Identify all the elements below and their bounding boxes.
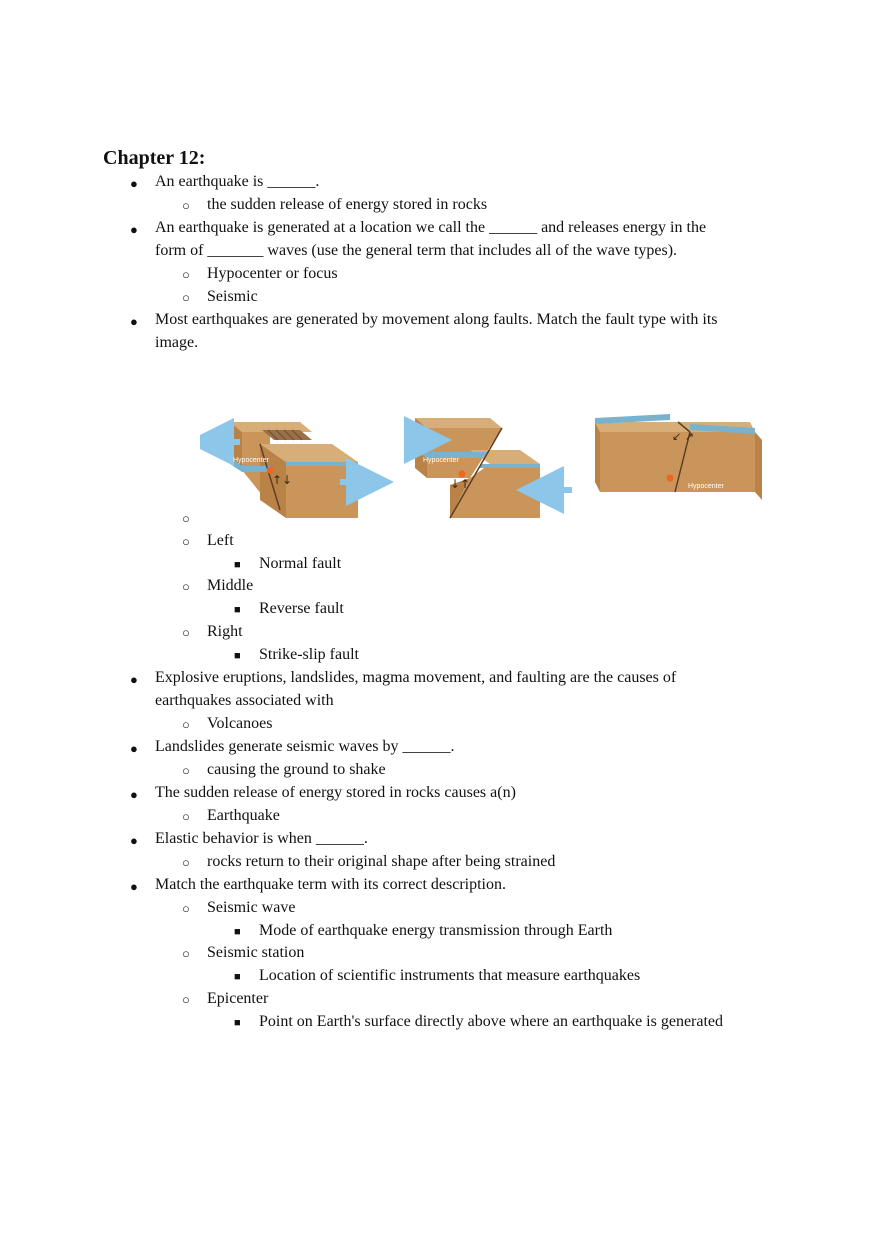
normal-fault-block	[210, 422, 370, 518]
bullet-item: Explosive eruptions, landslides, magma movement, and faulting are the causes of	[155, 669, 677, 686]
bullet-marker: ●	[130, 833, 138, 848]
svg-text:↙ ↗: ↙ ↗	[672, 430, 694, 443]
sub-sub-bullet-marker: ■	[234, 559, 241, 571]
sub-bullet-marker: ○	[182, 763, 190, 778]
sub-sub-item: Strike-slip fault	[259, 646, 359, 663]
sub-item: Seismic station	[207, 944, 305, 961]
bullet-item: An earthquake is generated at a location we call the ______ and releases energy in the	[155, 219, 707, 236]
sub-item: Hypocenter or focus	[207, 265, 338, 282]
bullet-marker: ●	[130, 741, 138, 756]
sub-sub-item: Mode of earthquake energy transmission through Earth	[259, 922, 613, 939]
sub-item: the sudden release of energy stored in rocks	[207, 196, 488, 213]
fault-types-figure	[200, 400, 762, 528]
sub-bullet-marker: ○	[182, 267, 190, 282]
sub-bullet-marker: ○	[182, 809, 190, 824]
bullet-item: Most earthquakes are generated by movement along faults. Match the fault type with its	[155, 311, 718, 328]
sub-bullet-marker: ○	[182, 901, 190, 916]
sub-item: causing the ground to shake	[207, 761, 386, 778]
sub-bullet-marker: ○	[182, 946, 190, 961]
sub-item: Left	[207, 532, 234, 549]
bullet-item-continued: form of _______ waves (use the general term that includes all of the wave types).	[155, 242, 678, 259]
sub-bullet-marker: ○	[182, 717, 190, 732]
sub-bullet-marker: ○	[182, 855, 190, 870]
sub-item: rocks return to their original shape after being strained	[207, 853, 556, 870]
sub-sub-bullet-marker: ■	[234, 971, 241, 983]
sub-bullet-marker: ○	[182, 579, 190, 594]
hypocenter-label: Hypocenter	[688, 483, 724, 490]
sub-item: Seismic wave	[207, 899, 296, 916]
sub-bullet-marker: ○	[182, 290, 190, 305]
bullet-item-continued: earthquakes associated with	[155, 692, 334, 709]
svg-text:↓↑: ↓↑	[450, 477, 471, 491]
hypocenter-label: Hypocenter	[233, 457, 269, 464]
sub-sub-bullet-marker: ■	[234, 926, 241, 938]
sub-item: Seismic	[207, 288, 258, 305]
sub-bullet-marker: ○	[182, 625, 190, 640]
chapter-title: Chapter 12:	[103, 147, 206, 169]
bullet-marker: ●	[130, 787, 138, 802]
sub-bullet-marker: ○	[182, 534, 190, 549]
bullet-item: Match the earthquake term with its correct description.	[155, 876, 506, 893]
sub-bullet-marker: ○	[182, 992, 190, 1007]
bullet-item: An earthquake is ______.	[155, 173, 320, 190]
hypocenter-label: Hypocenter	[423, 457, 459, 464]
svg-text:↑↓: ↑↓	[272, 473, 293, 487]
sub-sub-item: Normal fault	[259, 555, 342, 572]
bullet-item: Elastic behavior is when ______.	[155, 830, 368, 847]
strike-slip-fault-block	[595, 414, 762, 500]
sub-bullet-marker: ○	[182, 198, 190, 213]
fault-blocks-illustration	[200, 400, 762, 528]
sub-item: Middle	[207, 577, 254, 594]
bullet-marker: ●	[130, 314, 138, 329]
sub-sub-item: Reverse fault	[259, 600, 344, 617]
sub-item: Volcanoes	[207, 715, 273, 732]
sub-sub-item: Location of scientific instruments that measure earthquakes	[259, 967, 641, 984]
sub-item: Right	[207, 623, 243, 640]
sub-item: Earthquake	[207, 807, 280, 824]
bullet-item: The sudden release of energy stored in rocks causes a(n)	[155, 784, 516, 801]
reverse-fault-block	[405, 418, 572, 518]
sub-sub-bullet-marker: ■	[234, 604, 241, 616]
bullet-marker: ●	[130, 222, 138, 237]
sub-bullet-marker: ○	[182, 511, 190, 526]
sub-item: Epicenter	[207, 990, 269, 1007]
bullet-item-continued: image.	[155, 334, 199, 351]
bullet-item: Landslides generate seismic waves by ______.	[155, 738, 455, 755]
bullet-marker: ●	[130, 672, 138, 687]
sub-sub-bullet-marker: ■	[234, 650, 241, 662]
sub-sub-bullet-marker: ■	[234, 1017, 241, 1029]
sub-sub-item: Point on Earth's surface directly above where an earthquake is generated	[259, 1013, 724, 1030]
bullet-marker: ●	[130, 879, 138, 894]
bullet-marker: ●	[130, 176, 138, 191]
